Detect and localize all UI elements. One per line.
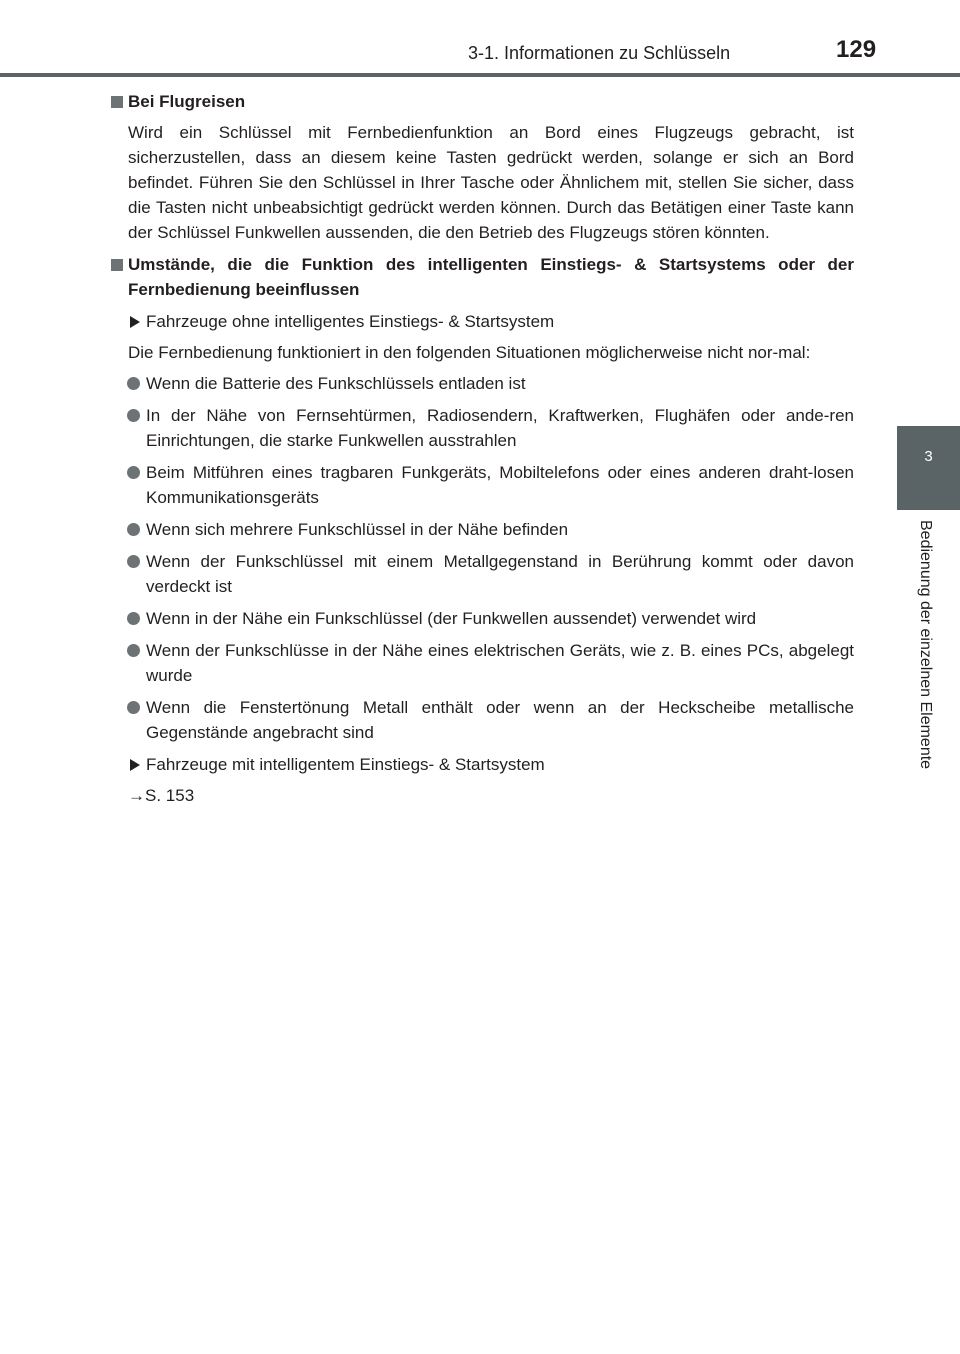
circle-bullet-icon bbox=[127, 555, 140, 568]
circle-bullet-icon bbox=[127, 466, 140, 479]
triangle-arrow-icon bbox=[130, 759, 140, 771]
chapter-tab-number: 3 bbox=[924, 448, 933, 465]
circle-bullet-icon bbox=[127, 523, 140, 536]
chapter-side-label bbox=[917, 520, 948, 800]
list-item-text: Wenn die Batterie des Funkschlüssels entladen ist bbox=[146, 374, 526, 393]
subsection-without-smart-key-text: Fahrzeuge ohne intelligentes Einstiegs- & Startsystem bbox=[146, 312, 555, 331]
chapter-tab[interactable] bbox=[897, 426, 960, 510]
list-item bbox=[110, 606, 854, 631]
list-item bbox=[110, 460, 854, 510]
subsection-without-smart-key bbox=[110, 309, 854, 334]
section-heading-conditions-text: Umstände, die die Funktion des intelligenten Einstiegs- & Startsystems oder der Fernbedienung beeinflussen bbox=[128, 255, 854, 299]
list-item-text: Wenn sich mehrere Funkschlüssel in der Nähe befinden bbox=[146, 520, 569, 539]
flights-paragraph: Wird ein Schlüssel mit Fernbedienfunktion an Bord eines Flugzeugs gebracht, ist sicherzustellen, dass an diesem keine Tasten gedrückt werden, solange er sich an Bord befindet. Führen Sie den Schlüssel in Ihrer Tasche oder Ähnlichem mit, stellen Sie sicher, dass die Tasten nicht unbeabsichtigt gedrückt werden können. Durch das Betätigen einer Taste kann der Schlüssel Funkwellen aussenden, die den Betrieb des Flugzeugs stören könnten. bbox=[128, 123, 854, 242]
list-item-text: Wenn in der Nähe ein Funkschlüssel (der Funkwellen aussendet) verwendet wird bbox=[146, 609, 757, 628]
square-bullet-icon bbox=[111, 259, 123, 271]
triangle-arrow-icon bbox=[130, 316, 140, 328]
page-content bbox=[110, 89, 854, 808]
list-item bbox=[110, 403, 854, 453]
section-heading-flights-text: Bei Flugreisen bbox=[128, 92, 246, 111]
square-bullet-icon bbox=[111, 96, 123, 108]
list-item bbox=[110, 371, 854, 396]
section-heading-flights bbox=[110, 89, 854, 114]
list-item-text: In der Nähe von Fernsehtürmen, Radiosendern, Kraftwerken, Flughäfen oder ande-ren Einrichtungen, die starke Funkwellen ausstrahlen bbox=[146, 406, 854, 450]
header-rule bbox=[0, 73, 960, 77]
circle-bullet-icon bbox=[127, 701, 140, 714]
chapter-side-label-text: Bedienung der einzelnen Elemente bbox=[917, 520, 934, 770]
subsection-with-smart-key bbox=[110, 752, 854, 777]
list-item bbox=[110, 638, 854, 688]
page-number: 129 bbox=[836, 36, 877, 63]
list-item bbox=[110, 517, 854, 542]
conditions-intro: Die Fernbedienung funktioniert in den folgenden Situationen möglicherweise nicht nor-mal: bbox=[128, 343, 811, 362]
circle-bullet-icon bbox=[127, 409, 140, 422]
list-item-text: Wenn der Funkschlüsse in der Nähe eines elektrischen Geräts, wie z. B. eines PCs, abgelegt wurde bbox=[146, 641, 854, 685]
circle-bullet-icon bbox=[127, 612, 140, 625]
circle-bullet-icon bbox=[127, 377, 140, 390]
page-reference-link[interactable]: →S. 153 bbox=[128, 786, 195, 805]
list-item-text: Wenn der Funkschlüssel mit einem Metallgegenstand in Berührung kommt oder davon verdeckt ist bbox=[146, 552, 854, 596]
list-item bbox=[110, 549, 854, 599]
circle-bullet-icon bbox=[127, 644, 140, 657]
chapter-title: 3-1. Informationen zu Schlüsseln bbox=[468, 43, 731, 63]
subsection-with-smart-key-text: Fahrzeuge mit intelligentem Einstiegs- & Startsystem bbox=[146, 755, 545, 774]
list-item-text: Beim Mitführen eines tragbaren Funkgeräts, Mobiltelefons oder eines anderen draht-losen Kommunikationsgeräts bbox=[146, 463, 854, 507]
list-item-text: Wenn die Fenstertönung Metall enthält oder wenn an der Heckscheibe metallische Gegenstände angebracht sind bbox=[146, 698, 854, 742]
section-heading-conditions bbox=[110, 252, 854, 302]
list-item bbox=[110, 695, 854, 745]
